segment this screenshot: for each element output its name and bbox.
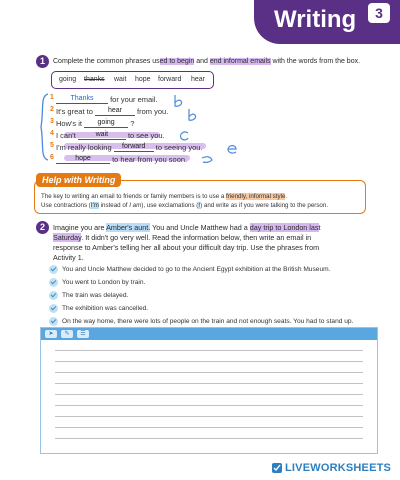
bracket-scribble: [38, 92, 50, 162]
menu-icon[interactable]: ☰: [77, 330, 89, 338]
help-text: The key to writing an email to friends or family members is to use a friendly, informal style. Use contractions (I'm instead of I am), use exclamations (!) and write as if you were talking to the person.: [41, 193, 329, 209]
word-box-item: thanks: [84, 76, 105, 83]
liveworksheets-logo-icon: [271, 462, 283, 474]
info-item: The train was delayed.: [62, 292, 129, 299]
answer-field[interactable]: hope: [56, 154, 110, 164]
phrase-row: 4 I can't wait to see you.: [50, 130, 165, 140]
liveworksheets-brand[interactable]: LIVEWORKSHEETS: [285, 462, 392, 474]
scribble-b: [186, 108, 200, 122]
section-title: Writing: [274, 6, 357, 33]
section-header: [254, 0, 400, 44]
help-tab: Help with Writing: [36, 173, 121, 187]
activity-1-instruction: Complete the common phrases used to begin and end informal emails with the words from the box.: [53, 58, 361, 65]
phrase-row: 6 hope to hear from you soon.: [50, 154, 188, 164]
writing-line: [55, 350, 363, 351]
activity-2-instruction: Imagine you are Amber's aunt. You and Uncle Matthew had a day trip to London last Saturday. It didn't go very well. Read the information below, then write an email in response to Amber's telling her all about your difficult day trip. Use the phrases from Activity 1.: [53, 223, 321, 262]
word-box-item: hear: [191, 76, 206, 83]
writing-line: [55, 394, 363, 395]
word-box: [51, 71, 214, 89]
pencil-icon[interactable]: ✎: [61, 330, 73, 338]
scribble-c: [178, 130, 190, 142]
editor-toolbar: [41, 328, 377, 340]
answer-field[interactable]: hear: [95, 106, 135, 116]
writing-line: [55, 427, 363, 428]
writing-line: [55, 372, 363, 373]
answer-field[interactable]: wait: [78, 130, 126, 140]
send-icon[interactable]: ➤: [45, 330, 57, 338]
phrase-row: 2 It's great to hear from you.: [50, 106, 169, 116]
word-box-item: forward: [158, 76, 182, 83]
writing-line: [55, 438, 363, 439]
check-bullet-icon: [49, 278, 58, 287]
writing-line: [55, 416, 363, 417]
answer-field[interactable]: forward: [114, 142, 154, 152]
scribble-e: [226, 143, 238, 155]
info-item: You went to London by train.: [62, 279, 146, 286]
writing-line: [55, 405, 363, 406]
scribble-b: [172, 94, 186, 108]
word-box-item: going: [59, 76, 77, 83]
scribble-stroke: [200, 154, 214, 166]
check-bullet-icon: [49, 317, 58, 326]
answer-field[interactable]: going: [84, 118, 128, 128]
check-bullet-icon: [49, 304, 58, 313]
writing-line: [55, 383, 363, 384]
answer-field[interactable]: Thanks: [56, 94, 108, 104]
email-editor[interactable]: [40, 327, 378, 454]
info-item: On the way home, there were lots of people on the train and not enough seats. You had to stand up.: [62, 318, 354, 325]
activity-1-badge: 1: [36, 55, 49, 68]
unit-badge: 3: [368, 3, 390, 23]
phrase-row: 3 How's it going ?: [50, 118, 135, 128]
writing-line: [55, 361, 363, 362]
check-bullet-icon: [49, 291, 58, 300]
info-item: The exhibition was cancelled.: [62, 305, 149, 312]
info-item: You and Uncle Matthew decided to go to the Ancient Egypt exhibition at the British Museum.: [62, 266, 331, 273]
activity-2-badge: 2: [36, 221, 49, 234]
phrase-row: 1 Thanks for your email.: [50, 94, 158, 104]
check-bullet-icon: [49, 265, 58, 274]
phrase-row: 5 I'm really looking forward to seeing you.: [50, 142, 203, 152]
word-box-item: hope: [135, 76, 151, 83]
word-box-item: wait: [114, 76, 127, 83]
